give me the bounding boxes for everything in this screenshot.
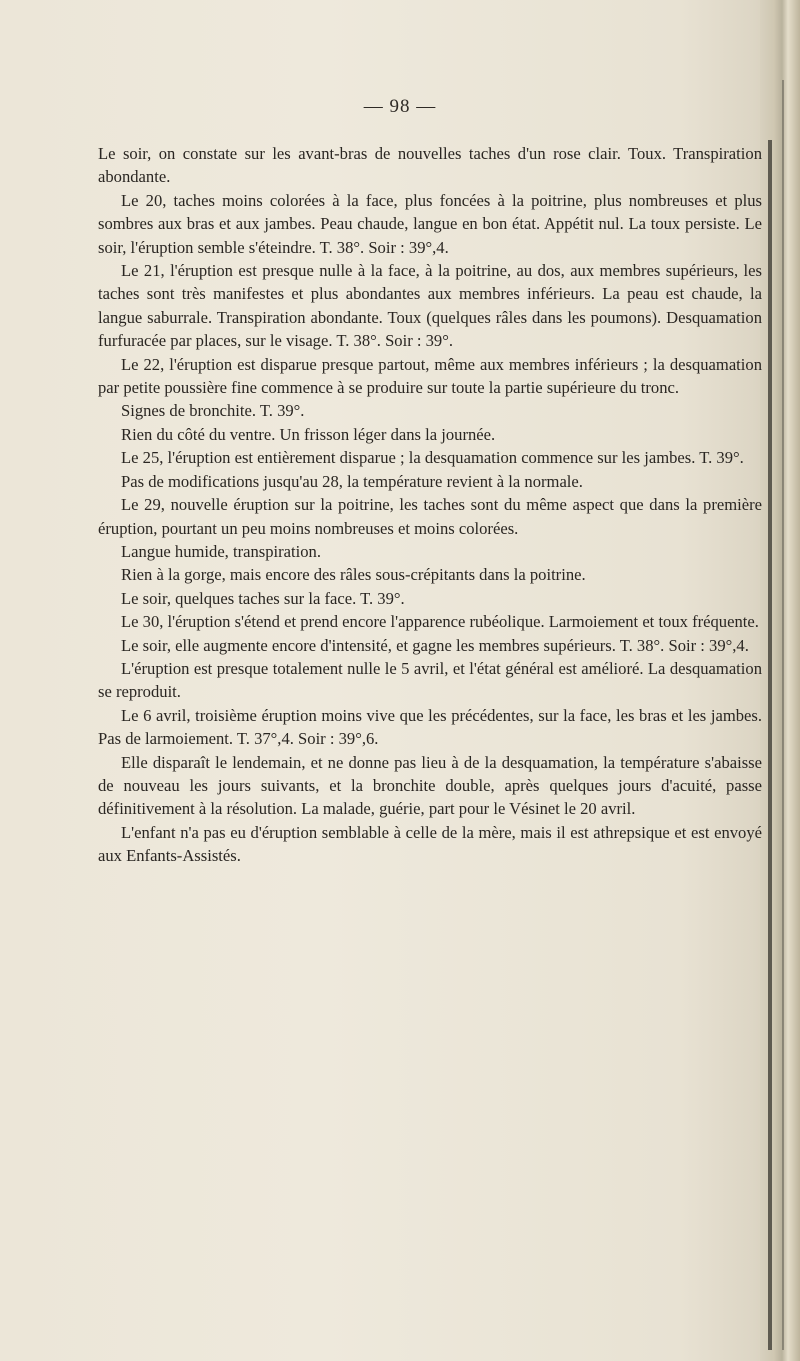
paragraph: Le 22, l'éruption est disparue presque partout, même aux membres inférieurs ; la desquamation par petite poussière fine commence à se produire sur toute la partie supérieure du tronc.: [98, 354, 762, 398]
paragraph: Le 25, l'éruption est entièrement disparue ; la desquamation commence sur les jambes. T. 39°.: [121, 448, 744, 468]
paragraph: Le soir, on constate sur les avant-bras de nouvelles taches d'un rose clair. Toux. Transpiration abondante.: [98, 144, 762, 187]
page-number: — 98 —: [363, 96, 437, 117]
binding-shadow-thin: [782, 80, 784, 1350]
paragraph: Langue humide, transpiration.: [121, 541, 321, 561]
page-edge: [760, 0, 800, 1361]
paragraph: Le 20, taches moins colorées à la face, plus foncées à la poitrine, plus nombreuses et plus sombres aux bras et aux jambes. Peau chaude, langue en bon état. Appétit nul. La toux persiste. Le soir, l'éruption semble s'éteindre. T. 38°. Soir : 39°,4.: [98, 190, 762, 257]
paragraph: Rien du côté du ventre. Un frisson léger dans la journée.: [121, 424, 496, 444]
paragraph: Le 6 avril, troisième éruption moins vive que les précédentes, sur la face, les bras et les jambes. Pas de larmoiement. T. 37°,4. Soir : 39°,6.: [98, 705, 762, 749]
paragraph: L'enfant n'a pas eu d'éruption semblable à celle de la mère, mais il est athrepsique et est envoyé aux Enfants-Assistés.: [98, 822, 762, 866]
body-text: [98, 142, 762, 868]
binding-shadow: [768, 140, 772, 1350]
paragraph: Le soir, elle augmente encore d'intensité, et gagne les membres supérieurs. T. 38°. Soir : 39°,4.: [121, 635, 749, 655]
paragraph: Pas de modifications jusqu'au 28, la température revient à la normale.: [121, 471, 583, 491]
paragraph: Le 29, nouvelle éruption sur la poitrine, les taches sont du même aspect que dans la première éruption, pourtant un peu moins nombreuses et moins colorées.: [98, 495, 762, 538]
paragraph: Signes de bronchite. T. 39°.: [121, 401, 305, 421]
paragraph: Rien à la gorge, mais encore des râles sous-crépitants dans la poitrine.: [121, 565, 586, 585]
paragraph: Le soir, quelques taches sur la face. T. 39°.: [121, 588, 405, 608]
paragraph: L'éruption est presque totalement nulle le 5 avril, et l'état général est amélioré. La desquamation se reproduit.: [98, 658, 762, 702]
paragraph: Elle disparaît le lendemain, et ne donne pas lieu à de la desquamation, la température s'abaisse de nouveau les jours suivants, et la bronchite double, après quelques jours d'acuité, passe définitivement à la résolution. La malade, guérie, part pour le Vésinet le 20 avril.: [98, 752, 762, 819]
paragraph: Le 30, l'éruption s'étend et prend encore l'apparence rubéolique. Larmoiement et toux fréquente.: [121, 612, 759, 632]
paragraph: Le 21, l'éruption est presque nulle à la face, à la poitrine, au dos, aux membres supérieurs, les taches sont très manifestes et plus abondantes aux membres inférieurs. La peau est chaude, la langue saburrale. Transpiration abondante. Toux (quelques râles dans les poumons). Desquamation furfuracée par places, sur le visage. T. 38°. Soir : 39°.: [98, 261, 762, 351]
